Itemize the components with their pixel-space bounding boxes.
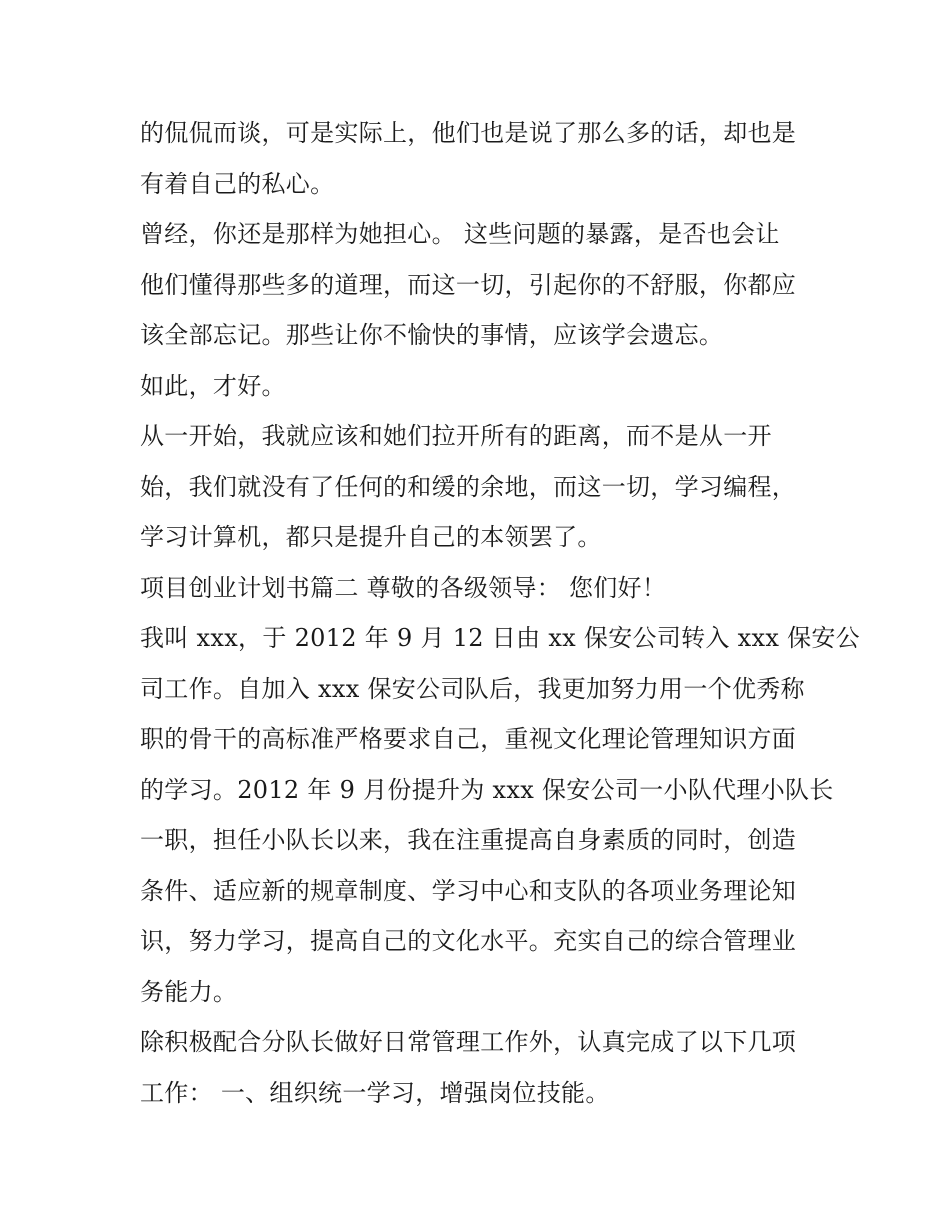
text-line: 该全部忘记。那些让你不愉快的事情，应该学会遗忘。 bbox=[140, 321, 724, 349]
text-line: 工作： 一、组织统一学习，增强岗位技能。 bbox=[140, 1078, 610, 1107]
text-line: 始，我们就没有了任何的和缓的余地，而这一切，学习编程， bbox=[140, 472, 797, 501]
body-text bbox=[140, 108, 860, 1118]
text-line: 我叫 xxx，于 2012 年 9 月 12 日由 xx 保安公司转入 xxx 保安公 bbox=[140, 624, 860, 652]
text-line: 学习计算机，都只是提升自己的本领罢了。 bbox=[140, 523, 602, 551]
text-line: 条件、适应新的规章制度、学习中心和支队的各项业务理论知 bbox=[140, 876, 797, 905]
text-line: 从一开始，我就应该和她们拉开所有的距离，而不是从一开 bbox=[140, 422, 772, 450]
text-line: 一职，担任小队长以来，我在注重提高自身素质的同时，创造 bbox=[140, 826, 797, 854]
text-line: 的侃侃而谈，可是实际上，他们也是说了那么多的话，却也是 bbox=[140, 119, 797, 147]
text-line: 如此，才好。 bbox=[140, 371, 286, 400]
text-line: 曾经，你还是那样为她担心。 这些问题的暴露，是否也会让 bbox=[140, 220, 780, 248]
text-line: 他们懂得那些多的道理，而这一切，引起你的不舒服，你都应 bbox=[140, 270, 797, 299]
text-line: 司工作。自加入 xxx 保安公司队后，我更加努力用一个优秀称 bbox=[140, 674, 805, 703]
text-line: 职的骨干的高标准严格要求自己，重视文化理论管理知识方面 bbox=[140, 725, 797, 753]
text-line: 务能力。 bbox=[140, 977, 238, 1006]
text-line: 的学习。2012 年 9 月份提升为 xxx 保安公司一小队代理小队长 bbox=[140, 775, 834, 804]
section-heading-line: 项目创业计划书篇二 尊敬的各级领导： 您们好！ bbox=[140, 573, 667, 602]
text-line: 识，努力学习，提高自己的文化水平。充实自己的综合管理业 bbox=[140, 927, 797, 955]
text-line: 有着自己的私心。 bbox=[140, 169, 335, 198]
text-line: 除积极配合分队长做好日常管理工作外，认真完成了以下几项 bbox=[140, 1028, 797, 1056]
